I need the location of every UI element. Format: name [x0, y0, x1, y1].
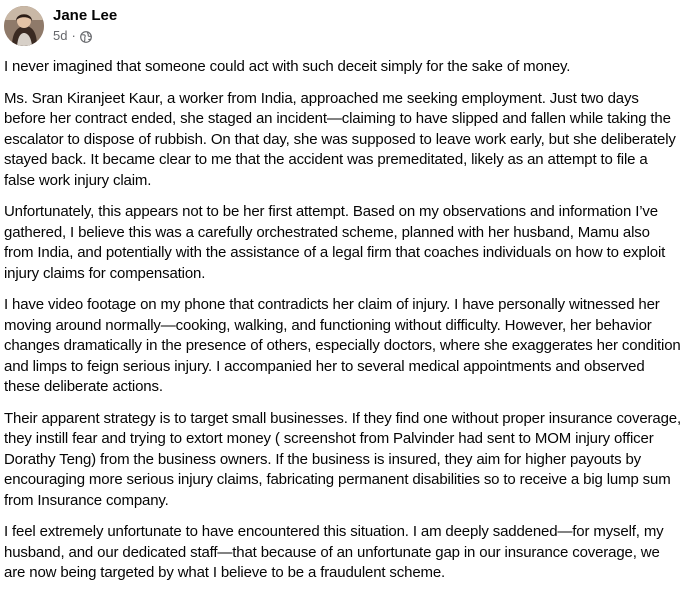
post-paragraph: Their apparent strategy is to target small businesses. If they find one without proper insurance coverage, they instill fear and trying to extort money ( screenshot from Palvinder had sent to MOM injury officer Dorathy Teng) from the business owners. If the business is insured, they aim for higher payouts by encouraging more serious injury claims, fabricating permanent disabilities so to receive a big lump sum from Insurance company. [4, 409, 681, 509]
post-paragraph: I have video footage on my phone that contradicts her claim of injury. I have personally witnessed her moving around normally—cooking, walking, and functioning without difficulty. However, her behavior changes dramatically in the presence of others, especially doctors, where she exaggerates her condition and limps to feign serious injury. I accompanied her to several medical appointments and observed these deliberate actions. [4, 296, 681, 395]
profile-avatar-icon [4, 6, 44, 46]
post-paragraph: Ms. Sran Kiranjeet Kaur, a worker from India, approached me seeking employment. Just two days before her contract ended, she staged an incident—claiming to have slipped and fallen while taking the escalator to dispose of rubbish. On that day, she was supposed to leave work early, but she deliberately stayed back. It became clear to me that the accident was premeditated, likely as an attempt to file a false work injury claim. [4, 89, 676, 189]
avatar[interactable] [4, 6, 44, 46]
post-paragraph: I never imagined that someone could act with such deceit simply for the sake of money. [4, 58, 571, 75]
separator-dot: · [71, 28, 76, 43]
post-paragraph: I feel extremely unfortunate to have encountered this situation. I am deeply saddened—for myself, my husband, and our dedicated staff—that because of an unfortunate gap in our insurance coverage, we are now being targeted by what I believe to be a fraudulent scheme. [4, 523, 664, 581]
post-paragraph: Unfortunately, this appears not to be her first attempt. Based on my observations and information I’ve gathered, I believe this was a carefully orchestrated scheme, planned with her husband, Mamu also from India, and potentially with the assistance of a legal firm that coaches individuals on how to exploit injury claims for compensation. [4, 203, 666, 282]
post-time[interactable]: 5d [53, 28, 68, 43]
post-meta [53, 6, 117, 44]
post-subline [53, 27, 117, 44]
author-name[interactable]: Jane Lee [53, 7, 118, 24]
globe-icon[interactable] [80, 30, 92, 42]
post-header [4, 6, 117, 52]
post-body [4, 57, 682, 595]
